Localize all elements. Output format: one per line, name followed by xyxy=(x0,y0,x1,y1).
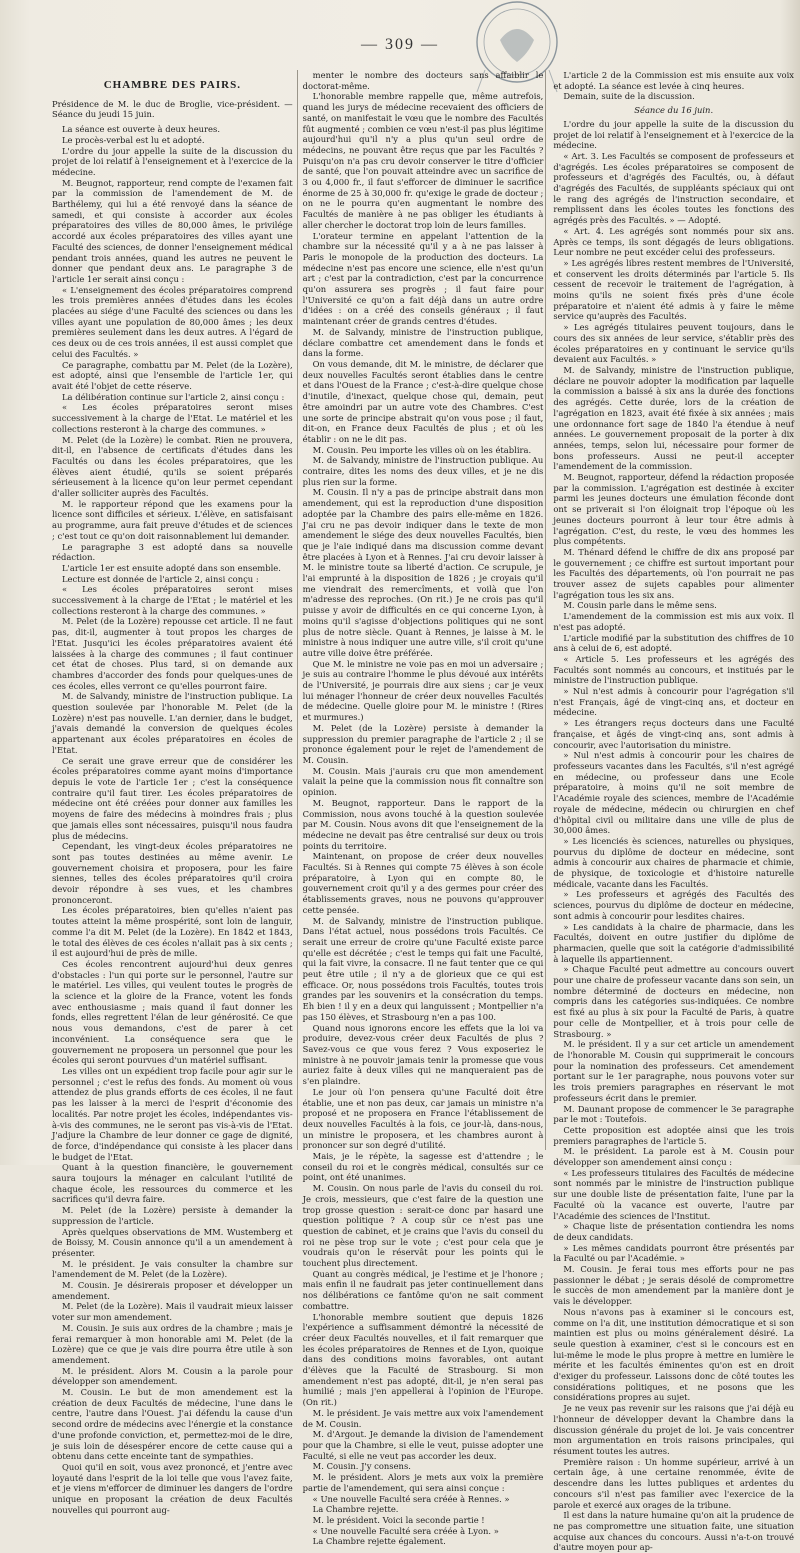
paragraph: » Les mêmes candidats pourront être présentés par la Faculté ou par l'Académie. » xyxy=(553,1242,795,1264)
paragraph: Ces écoles rencontrent aujourd'hui deux genres d'obstacles : l'un qui porte sur le personnel, l'autre sur le matériel. Les villes, qui veulent toutes le progrès de la science et la gloire de la France, votent les fonds avec enthousiasme ; mais quand il faut donner les fonds, elles regrettent l'élan de leur générosité. Ce que nous vous demandons, c'est de parer à cet inconvénient. La conséquence sera que le gouvernement ne proposera un personnel que pour les écoles qui seront pourvues d'un matériel suffisant. xyxy=(52,958,293,1066)
article-columns xyxy=(52,70,795,1553)
paragraph: menter le nombre des docteurs sans affaiblir le doctorat-même. xyxy=(302,70,544,91)
paragraph: L'ordre du jour appelle la suite de la discussion du projet de loi relatif à l'enseignement et à l'exercice de la médecine. xyxy=(553,118,795,151)
paragraph: « Art. 3. Les Facultés se composent de professeurs et d'agrégés. Les écoles préparatoires se composent de professeurs et d'agrégés des Facultés, ou, à défaut d'agrégés des Facultés, de suppléants spéciaux qui ont le rang des agrégés de l'instruction secondaire, et remplissent dans les écoles toutes les fonctions des agrégés près des Facultés. » — Adopté. xyxy=(553,150,795,226)
paragraph: Les villes ont un expédient trop facile pour agir sur le personnel ; c'est le refus des fonds. Au moment où vous attendez de plus grands efforts de ces écoles, il ne faut pas les laisser à la merci de l'esprit d'économie des localités. Par notre projet les écoles, indépendantes vis-à-vis des communes, ne le seront pas vis-à-vis de l'Etat. J'adjure la Chambre de leur donner ce gage de dignité, de force, d'indépendance qui consiste à les placer dans le budget de l'Etat. xyxy=(52,1065,293,1162)
paragraph: M. Cousin. Mais j'aurais cru que mon amendement valait la peine que la commission nous fît connaître son opinion. xyxy=(302,765,544,798)
paragraph: » Chaque liste de présentation contiendra les noms de deux candidats. xyxy=(553,1221,795,1242)
paragraph: On vous demande, dit M. le ministre, de déclarer que deux nouvelles Facultés seront établies dans le centre et dans l'Ouest de la France ; c'est-à-dire quelque chose d'inutile, d'inexact, quelque chose qui, demain, peut être amoindri par un autre vote des Chambres. C'est une sorte de principe abstrait qu'on vous pose ; il faut, dit-on, en France deux Facultés de plus ; et où les établir : on ne le dit pas. xyxy=(302,358,544,444)
paragraph: M. Cousin. Je suis aux ordres de la chambre ; mais je ferai remarquer à mon honorable ami M. Pelet (de la Lozère) que ce que je vais dire pourra être utile à son amendement. xyxy=(52,1322,293,1365)
paragraph: M. Pelet (de la Lozère) repousse cet article. Il ne faut pas, dit-il, augmenter à tout propos les charges de l'Etat. Jusqu'ici les écoles préparatoires avaient été laissées à la charge des communes ; il faut continuer cet état de choses. Plus tard, si on demande aux chambres d'accorder des fonds pour quelques-unes de ces écoles, elles verront ce qu'elles pourront faire. xyxy=(52,616,293,691)
paragraph: M. d'Argout. Je demande la division de l'amendement pour que la Chambre, si elle le veut, puisse adopter une Faculté, si elle ne veut pas accorder les deux. xyxy=(302,1429,544,1461)
paragraph: Quant à la question financière, le gouvernement saura toujours la ménager en calculant l'utilité de chaque école, les ressources du commerce et les sacrifices qu'il devra faire. xyxy=(52,1162,293,1205)
paragraph: Demain, suite de la discussion. xyxy=(563,91,695,102)
paragraph: M. Cousin. Il n'y a pas de principe abstrait dans mon amendement, qui est la reproduction d'une disposition adoptée par la Chambre des pairs elle-même en 1826. J'ai cru ne pas devoir indiquer dans le texte de mon amendement le siége des deux nouvelles Facultés, bien que je l'aie indiqué dans ma discussion comme devant être placées à Lyon et à Rennes. J'ai cru devoir laisser à M. le ministre toute sa liberté d'action. Ce scrupule, je l'ai emprunté à la disposition de 1826 ; je croyais qu'il me viendrait des remercîments, et voilà que l'on m'adresse des reproches. (On rit.) Je ne crois pas qu'il puisse y avoir de difficultés en ce qui concerne Lyon, à moins qu'il s'agisse d'objections politiques qui ne sont plus de notre siècle. Quant à Rennes, je laisse à M. le ministre à nous indiquer une autre ville, s'il croit qu'une autre ville doive être préférée. xyxy=(302,487,544,658)
paragraph: Première raison : Un homme supérieur, arrivé à un certain âge, à une certaine renommée, évite de descendre dans les luttes publiques et ardentes du concours s'il n'est pas familier avec l'exercice de la parole et exercé aux orages de la tribune. xyxy=(553,1456,795,1510)
paragraph: M. Beugnot, rapporteur, défend la rédaction proposée par la commission. L'agrégation est destinée à exciter parmi les jeunes docteurs une émulation féconde dont ont se priverait si l'on éloignait trop l'époque où les jeunes docteurs pourront à leur tour être admis à l'agrégation. C'est, du reste, le vœu des hommes les plus compétents. xyxy=(553,472,795,547)
column-2 xyxy=(302,70,544,1547)
paragraph: M. Pelet (de la Lozère) persiste à demander la suppression de l'article. xyxy=(52,1205,293,1226)
paragraph: « Article 5. Les professeurs et les agrégés des Facultés sont nommés au concours, et institués par le ministre de l'instruction publique. xyxy=(553,653,795,686)
paragraph: » Chaque Faculté peut admettre au concours ouvert pour une chaire de professeur vacante dans son sein, un nombre déterminé de docteurs en médecine, non compris dans les catégories sus-indiquées. Ce nombre est fixé au plus à six pour la Faculté de Paris, à quatre pour celle de Montpellier, et à trois pour celle de Strasbourg. » xyxy=(553,964,795,1039)
paragraph: Mais, je le répète, la sagesse est d'attendre ; le conseil du roi et le congrès médical, consultés sur ce point, ont été unanimes. xyxy=(302,1151,544,1183)
paragraph: » Les licenciés ès sciences, naturelles ou physiques, pourvus du diplôme de docteur en médecine, sont admis à concourir aux chaires de pharmacie et chimie, de physique, de toxicologie et d'histoire naturelle médicale, vacante dans les Facultés. xyxy=(553,835,795,889)
paragraph: L'article 1er est ensuite adopté dans son ensemble. xyxy=(62,562,281,573)
paragraph: Le jour où l'on pensera qu'une Faculté doit être établie, une et non pas deux, car jamais un ministre n'a proposé et ne proposera en France l'établissement de deux nouvelles Facultés à la fois, ce jour-là, dans-nous, un ministre le proposera, et les chambres auront à prononcer sur son degré d'utilité. xyxy=(302,1086,544,1151)
paragraph: » Les professeurs et agrégés des Facultés des sciences, pourvus du diplôme de docteur en médecine, sont admis à concourir pour lesdites chaires. xyxy=(553,889,795,921)
paragraph: Il est dans la nature humaine qu'on ait la prudence de ne pas compromettre une situation faite, une situation acquise aux chances du concours. Aussi n'a-t-on trouvé d'autre moyen pour ap- xyxy=(553,1510,795,1553)
page-number: — 309 — xyxy=(361,36,439,53)
paragraph: M. Daunant propose de commencer le 3e paragraphe par le mot : Toutefois. xyxy=(553,1103,795,1125)
paragraph: Les écoles préparatoires, bien qu'elles n'aient pas toutes atteint la même prospérité, sont loin de languir, comme l'a dit M. Pelet (de la Lozère). En 1842 et 1843, le total des élèves de ces écoles n'allait pas à six cents ; il est aujourd'hui de près de mille. xyxy=(52,905,293,959)
paragraph: Ce serait une grave erreur que de considérer les écoles préparatoires comme ayant moins d'importance depuis le vote de l'article 1er ; c'est la conséquence contraire qu'il faut tirer. Les écoles préparatoires de médecine ont été créées pour donner aux familles les moyens de faire des médecins à moindres frais ; plus que jamais elles sont nécessaires, puisqu'il nous faudra plus de médecins. xyxy=(52,755,293,841)
paragraph: L'honorable membre soutient que depuis 1826 l'expérience a suffisamment démontré la nécessité de créer deux Facultés nouvelles, et il fait remarquer que les écoles préparatoires de Rennes et de Lyon, quoique dans des conditions moins favorables, ont autant d'élèves que la Faculté de Strasbourg. Si mon amendement n'est pas adopté, dit-il, je n'en serai pas humilié ; mais j'en appellerai à l'opinion de l'Europe. (On rit.) xyxy=(302,1311,544,1408)
paragraph: » Nul n'est admis à concourir pour l'agrégation s'il n'est Français, âgé de vingt-cinq ans, et docteur en médecine. xyxy=(553,686,795,718)
paragraph: La Chambre rejette également. xyxy=(312,1536,446,1547)
paragraph: « Une nouvelle Faculté sera créée à Lyon. » xyxy=(312,1525,499,1536)
paragraph: « Les professeurs titulaires des Facultés de médecine sont nommés par le ministre de l'instruction publique sur une double liste de présentation faite, l'une par la Faculté où la vacance est ouverte, l'autre par l'Académie des sciences de l'Institut. xyxy=(553,1167,795,1221)
paragraph: La Chambre rejette. xyxy=(312,1504,399,1515)
paragraph: M. de Salvandy, ministre de l'instruction publique, déclare combattre cet amendement dans le fonds et dans la forme. xyxy=(302,326,544,359)
paragraph: M. de Salvandy, ministre de l'instruction publique. Dans l'état actuel, nous possédons trois Facultés. Ce serait une erreur de croire qu'une Faculté existe parce qu'elle est décrétée ; c'est le temps qui fait une Faculté, qui la fait vivre, la consacre. Il ne faut tenter que ce qui peut être utile ; il n'y a de glorieux que ce qui est efficace. Or, nous possédons trois Facultés, toutes trois grandes par les souvenirs et la consécration du temps. Eh bien ! il y en a deux qui languissent ; Montpellier n'a pas 150 élèves, et Strasbourg n'en a pas 100. xyxy=(302,915,544,1022)
paragraph: « L'enseignement des écoles préparatoires comprend les trois premières années d'études dans les écoles placées au siége d'une Faculté des sciences ou dans les villes ayant une population de 80,000 âmes ; les deux premières seulement dans les deux autres. A l'égard de ces deux ou de ces trois années, il est aussi complet que celui des Facultés. » xyxy=(52,284,293,359)
section-title: CHAMBRE DES PAIRS. xyxy=(103,79,241,91)
paragraph: Quant au congrès médical, je l'estime et je l'honore ; mais enfin il ne faudrait pas jeter continuellement dans nos délibérations ce fantôme qu'on ne sait comment combattre. xyxy=(302,1268,544,1311)
paragraph: M. Pelet (de la Lozère). Mais il vaudrait mieux laisser voter sur mon amendement. xyxy=(52,1301,293,1323)
paragraph: Maintenant, on propose de créer deux nouvelles Facultés. Si à Rennes qui compte 75 élèves à son école préparatoire, à Lyon qui en compte 80, le gouvernement croit qu'il y a des germes pour créer des établissements graves, nous ne pouvons qu'approuver cette pensée. xyxy=(302,851,544,915)
paragraph: Nous n'avons pas à examiner si le concours est, comme on l'a dit, une institution démocratique et si son maintien est plus ou moins généralement désiré. La seule question à examiner, c'est si le concours est en lui-même le mode le plus propre à mettre en lumière le mérite et les facultés éminentes qu'on est en droit d'exiger du professeur. Laissons donc de côté toutes les considérations politiques, et ne posons que les considérations propres au sujet. xyxy=(553,1306,795,1403)
paragraph: M. de Salvandy, ministre de l'instruction publique. La question soulevée par l'honorable M. Pelet (de la Lozère) n'est pas nouvelle. L'an dernier, dans le budget, j'avais demandé la conversion de quelques écoles appartenant aux écoles préparatoires en écoles de l'Etat. xyxy=(52,691,293,755)
paragraph: M. Cousin. Le but de mon amendement est la création de deux Facultés de médecine, l'une dans le centre, l'autre dans l'Ouest. J'ai défendu la cause d'un second ordre de médecins avec l'énergie et la constance d'une profonde conviction, et, permettez-moi de le dire, je suis loin de désespérer encore de cette cause qui a obtenu dans cette enceinte tant de sympathies. xyxy=(52,1387,293,1462)
paragraph: La séance est ouverte à deux heures. xyxy=(62,124,220,135)
paragraph: M. le président. La parole est à M. Cousin pour développer son amendement ainsi conçu : xyxy=(553,1146,795,1168)
paragraph: M. de Salvandy, ministre de l'instruction publique. Au contraire, dites les noms des deux villes, et je ne dis plus rien sur la forme. xyxy=(302,455,544,487)
paragraph: L'article 2 de la Commission est mis ensuite aux voix et adopté. La séance est levée à cinq heures. xyxy=(553,70,795,91)
paragraph: L'article modifié par la substitution des chiffres de 10 ans à celui de 6, est adopté. xyxy=(553,632,795,654)
paragraph: Cette proposition est adoptée ainsi que les trois premiers paragraphes de l'article 5. xyxy=(553,1124,795,1146)
session-heading: Séance du 16 juin. xyxy=(634,105,714,116)
paragraph: M. Cousin parle dans le même sens. xyxy=(563,600,717,611)
paragraph: M. Pelet (de la Lozère) le combat. Rien ne prouvera, dit-il, en l'absence de certificats d'études dans les Facultés ou dans les écoles préparatoires, que les élèves aient étudié, qu'ils se soient préparés sérieusement à la licence qu'on leur permet cependant d'aller solliciter auprès des Facultés. xyxy=(52,434,293,499)
paragraph: M. Cousin. Je ferai tous mes efforts pour ne pas passionner le débat ; je serais désolé de compromettre le succès de mon amendement par la manière dont je vais le développer. xyxy=(553,1264,795,1307)
column-1 xyxy=(52,70,293,1515)
session-intro: Présidence de M. le duc de Broglie, vice-président. — Séance du jeudi 15 juin. xyxy=(52,98,293,120)
paragraph: L'amendement de la commission est mis aux voix. Il n'est pas adopté. xyxy=(553,611,795,632)
paragraph: M. le président. Alors M. Cousin a la parole pour développer son amendement. xyxy=(52,1365,293,1387)
paragraph: Quand nous ignorons encore les effets que la loi va produire, devez-vous créer deux Facultés de plus ? Savez-vous ce que vous ferez ? Vous exposeriez le ministre à ne pouvoir jamais tenir la promesse que vous auriez faite à deux villes qui ne manqueraient pas de s'en plaindre. xyxy=(302,1022,544,1087)
paragraph: M. Cousin. Je désirerais proposer et développer un amendement. xyxy=(52,1280,293,1301)
paragraph: M. Cousin. Peu importe les villes où on les établira. xyxy=(312,444,532,455)
paragraph: Après quelques observations de MM. Wustemberg et de Boissy, M. Cousin annonce qu'il a un amendement à présenter. xyxy=(52,1226,293,1258)
paragraph: » Les étrangers reçus docteurs dans une Faculté française, et âgés de vingt-cinq ans, sont admis à concourir, avec l'autorisation du ministre. xyxy=(553,718,795,750)
paragraph: M. Beugnot, rapporteur, rend compte de l'examen fait par la commission de l'amendement de M. de Barthélemy, qui lui a été renvoyé dans la séance de samedi, et qui consiste à accorder aux écoles préparatoires des villes de 80,000 âmes, le privilége accordé aux écoles préparatoires des villes ayant une Faculté des sciences, de donner l'enseignement médical pendant trois années, quand les autres ne peuvent le donner que pendant deux ans. Le paragraphe 3 de l'article 1er serait ainsi conçu : xyxy=(52,177,293,284)
paragraph: M. Cousin. On nous parle de l'avis du conseil du roi. Je crois, messieurs, que c'est faire de la question une trop grosse question : serait-ce donc par hasard une question politique ? A coup sûr ce n'est pas une question de cabinet, et je crains que l'avis du conseil du roi ne pèse trop sur le vote ; c'est pour cela que je voudrais qu'on le réservât pour les points qui le touchent plus directement. xyxy=(302,1183,544,1269)
paragraph: Le paragraphe 3 est adopté dans sa nouvelle rédaction. xyxy=(52,541,293,563)
paragraph: M. le président. Voici la seconde partie ! xyxy=(312,1514,485,1525)
paragraph: M. Pelet (de la Lozère) persiste à demander la suppression du premier paragraphe de l'article 2 ; il se prononce également pour le rejet de l'amendement de M. Cousin. xyxy=(302,722,544,765)
paragraph: « Les écoles préparatoires seront mises successivement à la charge de l'Etat ; le matériel et les collections resteront à la charge des communes. » xyxy=(52,584,293,616)
paragraph: L'orateur termine en appelant l'attention de la chambre sur la nécessité qu'il y a à ne pas laisser à Paris le monopole de la production des docteurs. La médecine n'est pas encore une science, elle n'est qu'un art ; c'est par la contradiction, c'est par la concurrence qu'on assurera ses progrès ; il faut faire pour l'Université ce qu'on a fait déjà dans un autre ordre d'idées : on a créé des conseils généraux ; il faut maintenant créer de grands centres d'études. xyxy=(302,230,544,327)
paragraph: M. de Salvandy, ministre de l'instruction publique, déclare ne pouvoir adopter la modification par laquelle la commission a baissé à six ans la durée des fonctions des agrégés. Cette durée, lors de la création de l'agrégation en 1823, avait été fixée à six années ; mais une ordonnance fort sage de 1840 l'a étendue à neuf années. Le gouvernement proposait de la porter à dix années, temps, selon lui, nécessaire pour former de bons professeurs. Aussi ne peut-il accepter l'amendement de la commission. xyxy=(553,364,795,472)
paragraph: M. Cousin. J'y consens. xyxy=(312,1461,411,1472)
paragraph: M. Thénard défend le chiffre de dix ans proposé par le gouvernement ; ce chiffre est surtout important pour les Facultés des départements, où l'on pourrait ne pas trouver assez de sujets capables pour alimenter l'agrégation tous les six ans. xyxy=(553,546,795,600)
paragraph: Cependant, les vingt-deux écoles préparatoires ne sont pas toutes destinées au même avenir. Le gouvernement choisira et proposera, pour les faire siennes, telles des écoles préparatoires qu'il croira devoir répondre à ses vues, et les chambres prononceront. xyxy=(52,841,293,905)
paragraph: « Art. 4. Les agrégés sont nommés pour six ans. Après ce temps, ils sont dégagés de leurs obligations. Leur nombre ne peut excéder celui des professeurs. xyxy=(553,225,795,258)
column-3 xyxy=(553,70,795,1553)
paragraph: » Nul n'est admis à concourir pour les chaires de professeurs vacantes dans les Facultés, s'il n'est agrégé en médecine, ou professeur dans une Ecole préparatoire, à moins qu'il ne soit membre de l'Académie royale des sciences, membre de l'Académie royale de médecine, médecin ou chirurgien en chef d'hôpital civil ou militaire dans une ville de plus de 30,000 âmes. xyxy=(553,750,795,836)
paragraph: M. Beugnot, rapporteur. Dans le rapport de la Commission, nous avons touché à la question soulevée par M. Cousin. Nous avons dit que l'enseignement de la médecine ne devait pas être centralisé sur deux ou trois points du territoire. xyxy=(302,797,544,851)
page-header xyxy=(0,34,800,54)
paragraph: Quoi qu'il en soit, vous avez prononcé, et j'entre avec loyauté dans l'esprit de la loi telle que vous l'avez faite, et je viens m'efforcer de diminuer les dangers de l'ordre unique en proposant la création de deux Facultés nouvelles qui pourront aug- xyxy=(52,1462,293,1515)
paragraph: L'ordre du jour appelle la suite de la discussion du projet de loi relatif à l'enseignement et à l'exercice de la médecine. xyxy=(52,145,293,177)
paragraph: M. le rapporteur répond que les examens pour la licence sont difficiles et sérieux. L'élève, en satisfaisant au programme, aura fait preuve d'études et de sciences ; c'est tout ce qu'on doit raisonnablement lui demander. xyxy=(52,498,293,541)
paragraph: Que M. le ministre ne voie pas en moi un adversaire ; je suis au contraire l'homme le plus dévoué aux intérêts de l'Université, je pourrais dire aux siens ; car je veux lui ménager l'honneur de créer deux nouvelles Facultés de médecine. Quelle gloire pour M. le ministre ! (Rires et murmures.) xyxy=(302,658,544,723)
paragraph: « Les écoles préparatoires seront mises successivement à la charge de l'Etat. Le matériel et les collections resteront à la charge des communes. » xyxy=(52,402,293,434)
paragraph: Le procès-verbal est lu et adopté. xyxy=(62,134,205,145)
paragraph: » Les candidats à la chaire de pharmacie, dans les Facultés, doivent en outre justifier du diplôme de pharmacien, quelle que soit la catégorie d'admissibilité à laquelle ils appartiennent. xyxy=(553,921,795,964)
paragraph: La délibération continue sur l'article 2, ainsi conçu : xyxy=(62,391,285,402)
paragraph: M. le président. Je vais mettre aux voix l'amendement de M. Cousin. xyxy=(302,1407,544,1429)
paragraph: Lecture est donnée de l'article 2, ainsi conçu : xyxy=(62,573,259,584)
paragraph: M. le président. Alors je mets aux voix la première partie de l'amendement, qui sera ainsi conçue : xyxy=(302,1472,544,1493)
paragraph: Je ne veux pas revenir sur les raisons que j'ai déjà eu l'honneur de développer devant la Chambre dans la discussion générale du projet de loi. Je vais concentrer mon argumentation en trois raisons principales, qui résument toutes les autres. xyxy=(553,1403,795,1456)
paragraph: L'honorable membre rappelle que, même autrefois, quand les jurys de médecine recevaient des officiers de santé, on manifestait le vœu que le nombre des Facultés fût augmenté ; combien ce vœu n'est-il pas plus légitime aujourd'hui qu'il n'y a plus qu'un seul ordre de médecins, ne pouvant être reçus que par les Facultés ? Puisqu'on n'a pas cru devoir conserver le titre d'officier de santé, que l'on pouvait atteindre avec un sacrifice de 3 ou 4,000 fr., il faut s'efforcer de diminuer le sacrifice énorme de 25 à 30,000 fr. qu'exige le grade de docteur ; on ne le pourra qu'en augmentant le nombre des Facultés de manière à ne pas obliger les étudiants à aller chercher le doctorat trop loin de leurs familles. xyxy=(302,91,544,230)
paragraph: « Une nouvelle Faculté sera créée à Rennes. » xyxy=(312,1493,510,1504)
paragraph: » Les agrégés titulaires peuvent toujours, dans le cours des six années de leur service, s'établir près des écoles préparatoires en y continuant le service qu'ils devaient aux Facultés. » xyxy=(553,322,795,365)
paragraph: » Les agrégés libres restent membres de l'Université, et conservent les droits déterminés par l'article 5. Ils cessent de recevoir le traitement de l'agrégation, à moins qu'ils ne soient fixés près d'une école préparatoire et n'aient été admis à y faire le même service qu'auprès des Facultés. xyxy=(553,257,795,322)
paragraph: Ce paragraphe, combattu par M. Pelet (de la Lozère), est adopté, ainsi que l'ensemble de l'article 1er, qui avait été l'objet de cette réserve. xyxy=(52,359,293,391)
paragraph: M. le président. Je vais consulter la chambre sur l'amendement de M. Pelet (de la Lozère). xyxy=(52,1258,293,1280)
paragraph: M. le président. Il y a sur cet article un amendement de l'honorable M. Cousin qui supprimerait le concours pour la nomination des professeurs. Cet amendement portant sur le 1er paragraphe, nous pouvons voter sur les trois premiers paragraphes en réservant le mot professeurs écrit dans le premier. xyxy=(553,1039,795,1103)
